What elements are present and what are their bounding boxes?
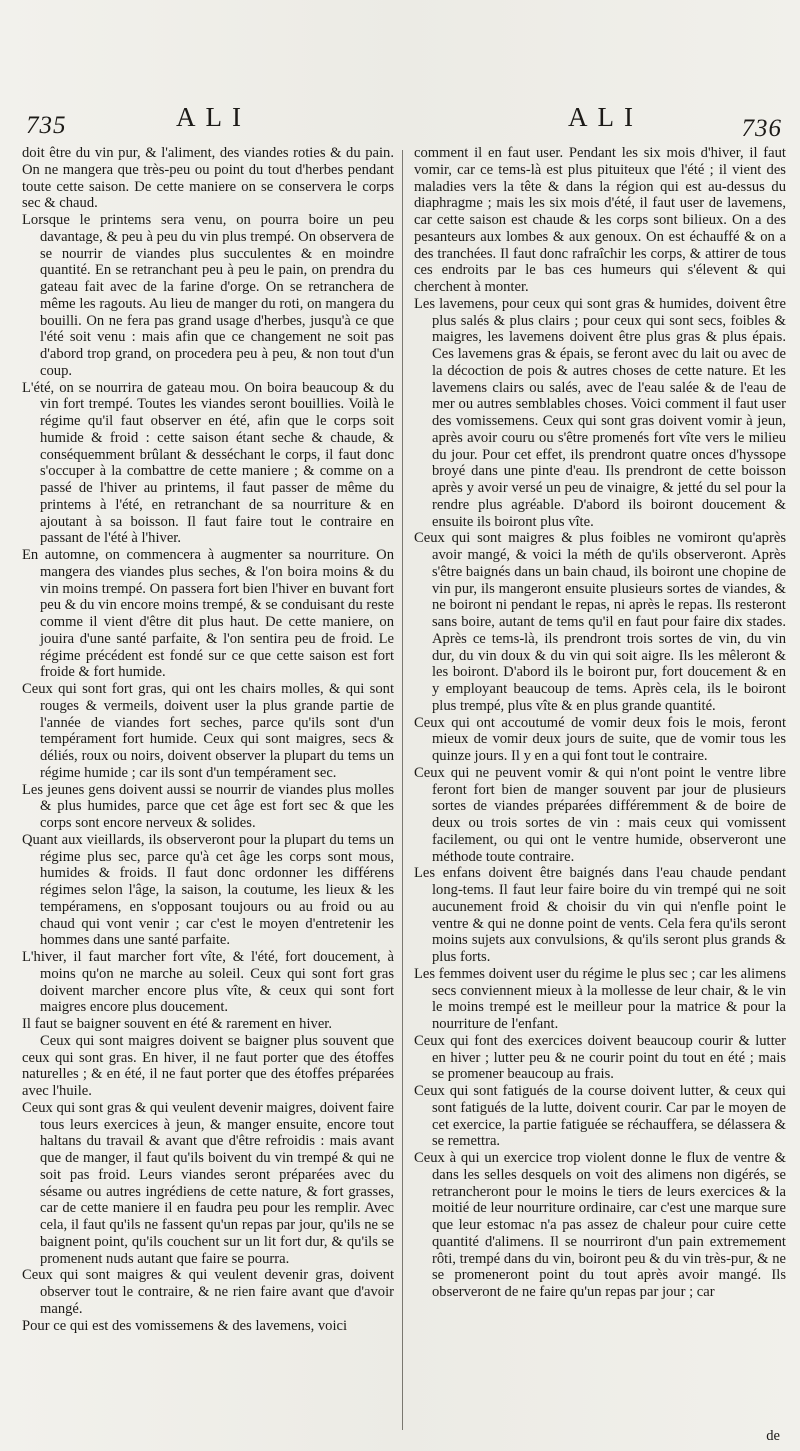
paragraph: Les femmes doivent user du régime le plus sec ; car les alimens secs conviennent mieux à la mollesse de leur chair, & le vin le moins trempé est le meilleur pour la matrice & pour la nourriture de l'enfant. [414, 965, 786, 1032]
right-page-number: 736 [741, 115, 782, 142]
paragraph: Les enfans doivent être baignés dans l'eau chaude pendant long-tems. Il faut leur faire boire du vin trempé qui ne soit aucunement froid & choisir du vin qui n'enfle point le ventre & qui ne donne point de vents. Cela fera qu'ils seront moins sujets aux convulsions, & qu'ils seront plus grands & plus forts. [414, 865, 786, 965]
paragraph: Ceux qui sont maigres & plus foibles ne vomiront qu'après avoir mangé, & voici la méth de qu'ils observeront. Après s'être baignés dans un bain chaud, ils boiront une chopine de vin pur, ils mangeront ensuite plusieurs sortes de viandes, & ne boiront ni pendant le repas, ni après le repas. Ils resteront sans boire, autant de tems qu'il en faut pour faire dix stades. Après ce tems-là, ils prendront trois sortes de vin, du vin dur, du vin doux & du vin qui soit aigre. Ils les mêleront & les boiront. D'abord ils le boiront pur, fort doucement & en y employant beaucoup de tems. Après cela, ils le boiront plus trempé, plus vîte & en plus grande quantité. [414, 530, 786, 714]
paragraph: L'été, on se nourrira de gateau mou. On boira beaucoup & du vin fort trempé. Toutes les viandes seront bouillies. Voilà le régime qu'il faut observer en été, afin que le corps soit humide & froid : cette saison étant seche & chaude, & conséquemment brûlant & desséchant le corps, il faut donc s'occuper à la combattre de cette maniere ; & comme on a passé de l'hiver au printems, il faut passer de même du printems à l'été, en retranchant de sa nourriture & en ajoutant à sa boisson. Il faut faire tout le contraire en passant de l'été à l'hiver. [22, 379, 394, 547]
paragraph: L'hiver, il faut marcher fort vîte, & l'été, fort doucement, à moins qu'on ne marche au soleil. Ceux qui sont fort gras doivent marcher encore plus vîte, & ceux qui sont fort maigres encore plus doucement. [22, 949, 394, 1016]
paragraph: Ceux qui ne peuvent vomir & qui n'ont point le ventre libre feront fort bien de manger souvent par jour de plusieurs sortes de viandes préparées différemment & de boire de deux ou trois sortes de vin : mais ceux qui vomissent facilement, ou qui ont le ventre humide, observeront une méthode toute contraire. [414, 764, 786, 865]
right-running-head: ALI [568, 102, 643, 132]
paragraph: Ceux qui ont accoutumé de vomir deux fois le mois, feront mieux de vomir deux jours de suite, que de vomir tous les quinze jours. Il y en a qui font tout le contraire. [414, 714, 786, 764]
paragraph: Les jeunes gens doivent aussi se nourrir de viandes plus molles & plus humides, parce que cet âge est fort sec & que les corps sont encore nerveux & solides. [22, 781, 394, 831]
paragraph: Lorsque le printems sera venu, on pourra boire un peu davantage, & peu à peu du vin plus trempé. On observera de se nourrir de viandes plus succulentes & en moindre quantité. En se retranchant peu à peu le pain, on prendra du gateau fait avec de la farine d'orge. On se retranchera de même les ragouts. Au lieu de manger du roti, on mangera du bouilli. On ne fera pas grand usage d'herbes, jusqu'à ce que l'été soit venu : mais afin que ce changement ne soit pas d'abord trop grand, on procedera peu à peu, & non tout d'un coup. [22, 212, 394, 379]
paragraph: comment il en faut user. Pendant les six mois d'hiver, il faut vomir, car ce tems-là est plus pituiteux que l'été ; il vient des maladies vers la tête & dans la région qui est au-dessus du diaphragme ; mais les six mois d'été, il faut user de lavemens, car cette saison est chaude & les corps sont bilieux. On a des pesanteurs aux lombes & aux genoux. On est échauffé & on a des tranchées. Il faut donc rafraîchir les corps, & attirer de tous ces endroits par le bas ces humeurs qui s'élevent & qui cherchent à monter. [414, 145, 786, 295]
right-text-column [414, 145, 786, 1301]
paragraph: Ceux qui sont maigres & qui veulent devenir gras, doivent observer tout le contraire, & ne rien faire avant que d'avoir mangé. [22, 1267, 394, 1317]
left-page-number: 735 [26, 112, 67, 139]
left-running-head: ALI [176, 102, 251, 132]
paragraph: Quant aux vieillards, ils observeront pour la plupart du tems un régime plus sec, parce qu'à cet âge les corps sont mous, humides & froids. Il faut donc ordonner les différens régimes selon l'âge, la saison, la coutume, les lieux & les tempéramens, en s'opposant toujours ou au froid ou au chaud qui vont venir ; car c'est le moyen d'entretenir les hommes dans une santé parfaite. [22, 831, 394, 949]
catchword-wrap [414, 1428, 786, 1445]
paragraph: Ceux qui sont fatigués de la course doivent lutter, & ceux qui sont fatigués de la lutte, doivent courir. Car par le moyen de cet exercice, la partie fatiguée se réchauffera, se délassera & se remettra. [414, 1083, 786, 1150]
paragraph: Ceux qui sont fort gras, qui ont les chairs molles, & qui sont rouges & vermeils, doivent user la plus grande partie de l'année de viandes fort seches, parce qu'ils sont d'un tempérament fort humide. Ceux qui sont maigres, secs & déliés, roux ou noirs, doivent observer la plupart du tems un régime humide ; car ils sont d'un tempérament sec. [22, 681, 394, 781]
paragraph: En automne, on commencera à augmenter sa nourriture. On mangera des viandes plus seches, & l'on boira moins & du vin moins trempé. On passera fort bien l'hiver en buvant fort peu & du vin encore moins trempé, & se conduisant du reste comme il vient d'être dit plus haut. De cette maniere, on jouira d'une santé parfaite, & l'on sentira peu de froid. Le régime précédent est fondé sur ce que cette saison est fort froide & fort humide. [22, 547, 394, 681]
paragraph: Ceux qui font des exercices doivent beaucoup courir & lutter en hiver ; lutter peu & ne courir point du tout en été ; mais se promener beaucoup au frais. [414, 1032, 786, 1083]
paragraph: Ceux à qui un exercice trop violent donne le flux de ventre & dans les selles desquels on voit des alimens non digérés, se retrancheront pour le moins le tiers de leurs exercices & la moitié de leur nourriture ordinaire, car c'est une marque sure que leur estomac n'a pas assez de chaleur pour cuire cette quantité d'alimens. Il se nourriront d'un pain extremement rôti, trempé dans du vin, boiront peu & du vin très-pur, & ne se promeneront point du tout après avoir mangé. Ils observeront de ne faire qu'un repas par jour ; car [414, 1150, 786, 1300]
catchword: de [766, 1428, 780, 1445]
paragraph: Pour ce qui est des vomissemens & des lavemens, voici [22, 1317, 348, 1334]
paragraph: Il faut se baigner souvent en été & rarement en hiver. [22, 1016, 332, 1032]
paragraph: Les lavemens, pour ceux qui sont gras & humides, doivent être plus salés & plus clairs ; pour ceux qui sont secs, foibles & maigres, les lavemens doivent être plus gras & plus épais. Ces lavemens gras & épais, se feront avec du lait ou avec de la décoction de pois & autres choses de cette nature. Et les lavemens clairs ou salés, avec de l'eau salée & de l'eau de mer ou autres semblables choses. Voici comment il faut user des vomissemens. Ceux qui sont gras doivent vomir à jeun, après avoir couru ou s'être promenés fort vîte vers le milieu du jour. Pour cet effet, ils prendront quatre onces d'hyssope broyé dans une pinte d'eau. Ils prendront de cette boisson après y avoir versé un peu de vinaigre, & jetté du sel pour la rendre plus agréable. D'abord ils boiront doucement & ensuite ils boiront plus vîte. [414, 295, 786, 530]
paragraph: doit être du vin pur, & l'aliment, des viandes roties & du pain. On ne mangera que très-peu ou point du tout d'herbes pendant toute cette saison. De cette maniere on se conservera le corps sec & chaud. [22, 145, 394, 212]
column-divider [402, 150, 403, 1430]
paragraph: Ceux qui sont maigres doivent se baigner plus souvent que ceux qui sont gras. En hiver, il ne faut porter que des étoffes naturelles ; & en été, il ne faut porter que des étoffes préparées avec l'huile. [22, 1032, 394, 1099]
left-text-column [22, 145, 394, 1334]
paragraph: Ceux qui sont gras & qui veulent devenir maigres, doivent faire tous leurs exercices à jeun, & manger ensuite, encore tout haltans du travail & avant que d'être refroidis : mais avant que de manger, il faut qu'ils boivent du vin trempé & qui ne soit pas froid. Leurs viandes seront préparées avec du sésame ou autres ingrédiens de cette nature, & fort grasses, car de cette maniere il en faudra peu pour les remplir. Avec cela, il faut qu'ils ne fassent qu'un repas par jour, qu'ils ne se baignent point, qu'ils couchent sur un lit fort dur, & qu'ils se promenent nuds autant que faire se pourra. [22, 1099, 394, 1267]
